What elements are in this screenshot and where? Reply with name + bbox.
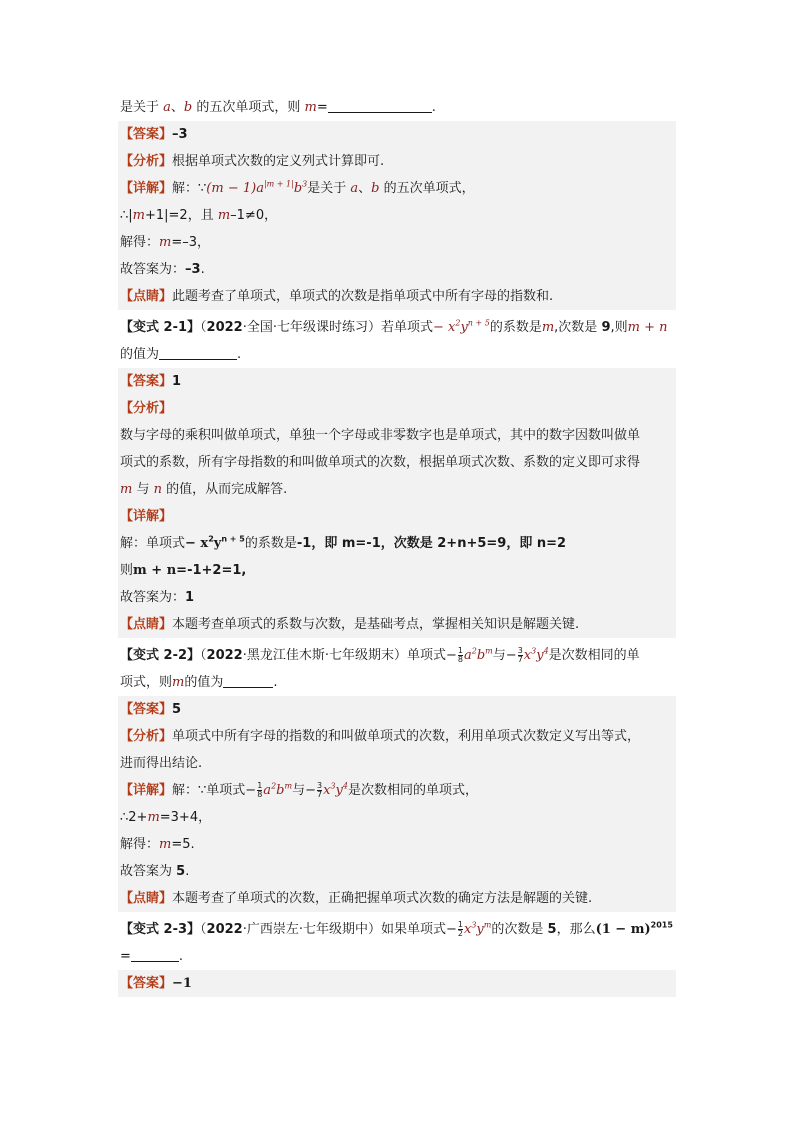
detail-row [118,175,676,202]
detail-row [118,777,676,804]
math-expr: a [463,648,472,663]
answer-row [118,970,676,997]
math-sup: m [284,781,293,791]
text: =3+4， [159,810,212,825]
math-expr: x [523,648,532,663]
variant-tag: 【变式 2-3】 [120,922,201,937]
answer-tag: 【答案】 [120,374,173,389]
math-sup: 3 [471,920,477,930]
text: 解得： [120,235,160,250]
point-text: 本题考查了单项式的次数，正确把握单项式次数的确定方法是解题的关键. [172,891,593,906]
math-sup: m [483,920,492,930]
analysis-tag: 【分析】 [120,401,173,416]
math-expr: − [505,648,517,663]
text: 解：∵ [172,181,207,196]
var-m: m [159,837,172,852]
answer-row [118,368,676,395]
denominator: 7 [517,655,523,664]
math-sup: m [485,646,493,656]
math-sup: 2 [455,318,461,328]
text: +1| [144,208,169,223]
text: （ [200,320,207,335]
source-year: 2022 [206,922,243,937]
math-expr: y [460,320,468,335]
analysis-text-row [118,422,676,449]
text: （ [200,922,207,937]
math-sup: 2015 [650,920,673,930]
detail-row [118,503,676,530]
text: 的值为 [120,347,160,362]
var-a: a [350,181,359,196]
point-row [118,283,676,310]
variant-2-1-question-cont [118,341,676,368]
var-n: n [153,482,162,497]
point-row [118,611,676,638]
text: ·广西崇左·七年级期中）如果单项式 [242,922,446,937]
text: 解：单项式 [120,536,186,551]
step-row [118,557,676,584]
text: ∴2+ [120,810,148,825]
math-sup: 3 [302,179,308,189]
text: 解得： [120,837,160,852]
document-page [118,94,676,997]
point-tag: 【点睛】 [120,289,173,304]
analysis-text: 进而得出结论. [120,756,203,771]
math-expr: y [476,922,484,937]
text: 的次数是 [491,922,548,937]
point-row [118,885,676,912]
math-expr: − [445,922,457,937]
answer-value: –3 [172,127,188,142]
math-expr: (m − 1)a [206,181,264,196]
numerator: 1 [257,781,263,790]
var-m: m [217,208,231,223]
detail-tag: 【详解】 [120,509,173,524]
math-expr: x [463,922,472,937]
text: （ [200,648,207,663]
math-sup: 4 [342,781,348,791]
math-expr: b [293,181,303,196]
point-text: 本题考查单项式的系数与次数，是基础考点，掌握相关知识是解题关键. [172,617,580,632]
answer-blank [328,98,432,113]
text: -1，即 m=-1，次数是 2+n+5=9，即 n=2 [296,536,567,551]
text: 故答案为 [120,864,177,879]
step-row [118,229,676,256]
answer-tag: 【答案】 [120,127,173,142]
math-expr: (1 − m) [595,922,651,937]
number: 5 [547,922,557,937]
text: 是关于 [307,181,351,196]
var-m: m [541,320,555,335]
answer-value: 1 [185,590,195,605]
analysis-tag: 【分析】 [120,729,173,744]
denominator: 7 [317,790,323,799]
text: . [200,262,205,277]
fraction [458,921,463,938]
number: 9 [601,320,611,335]
var-m: m [147,810,160,825]
text: 的五次单项式， [379,181,475,196]
math-expr: x [323,783,331,798]
analysis-tag: 【分析】 [120,154,173,169]
answer-value: 1 [172,374,182,389]
math-expr: − [445,648,457,663]
variant-2-3-question-cont [118,943,676,970]
text: ,则 [610,320,628,335]
source-year: 2022 [206,320,243,335]
detail-tag: 【详解】 [120,783,173,798]
text: 的值为 [184,675,224,690]
text: 与 [132,482,154,497]
text: 是次数相同的单 [548,648,640,663]
math-expr: b [276,783,285,798]
fraction [257,782,262,799]
text: ，那么 [556,922,596,937]
text: –1≠0， [230,208,278,223]
step-row [118,584,676,611]
variant-tag: 【变式 2-1】 [120,320,201,335]
step-row [118,804,676,831]
numerator: 3 [517,646,523,655]
text: =-1+2=1, [176,563,247,578]
math-sup: |m + 1| [263,179,294,189]
math-sup: 2 [271,781,277,791]
var-m: m [159,235,172,250]
variant-2-3-question [118,916,676,943]
text: 与 [292,783,306,798]
answer-blank [131,947,179,962]
analysis-text-row [118,476,676,503]
var-m: m [172,675,185,690]
text: 则 [120,563,134,578]
analysis-text-row [118,750,676,777]
variant-tag: 【变式 2-2】 [120,648,201,663]
text: 故答案为： [120,590,186,605]
answer-row [118,121,676,148]
analysis-row [118,395,676,422]
analysis-text: 根据单项式次数的定义列式计算即可. [172,154,385,169]
math-sup: 4 [543,646,549,656]
var-b: b [371,181,380,196]
step-row [118,530,676,557]
math-expr: − [305,783,316,798]
math-expr: y [213,536,222,551]
answer-blank [159,345,237,360]
text: =–3， [171,235,211,250]
text: =5. [171,837,195,852]
text: 是关于 [120,100,164,115]
math-sup: 3 [531,646,537,656]
fraction [518,647,523,664]
math-sup: 3 [330,781,336,791]
text: . [178,949,184,964]
text: 与 [492,648,506,663]
numerator: 3 [317,781,323,790]
analysis-text-row [118,449,676,476]
text: =2，且 [168,208,218,223]
answer-tag: 【答案】 [120,976,173,991]
math-expr: − x [432,320,456,335]
answer-value: 5 [176,864,186,879]
text: 、 [170,100,184,115]
denominator: 8 [457,655,463,664]
math-expr: − x [185,536,209,551]
denominator: 2 [457,929,463,938]
text: . [431,100,436,115]
text: ∴| [120,208,133,223]
text: . [273,675,278,690]
math-expr: y [536,648,544,663]
text: . [237,347,242,362]
numerator: 1 [457,646,463,655]
analysis-text: 单项式中所有字母的指数的和叫做单项式的次数，利用单项式次数定义写出等式， [172,729,641,744]
step-row [118,256,676,283]
text: 的系数是 [244,536,297,551]
detail-tag: 【详解】 [120,181,173,196]
answer-row [118,696,676,723]
denominator: 8 [257,790,263,799]
answer-value: −1 [172,976,192,991]
math-sup: n + 5 [221,534,245,544]
text: 的五次单项式，则 [192,100,305,115]
math-expr: y [335,783,343,798]
analysis-text: 数与字母的乘积叫做单项式，单独一个字母或非零数字也是单项式，其中的数字因数叫做单 [120,428,641,443]
answer-tag: 【答案】 [120,702,173,717]
step-row [118,831,676,858]
var-b: b [183,100,193,115]
point-text: 此题考查了单项式，单项式的次数是指单项式中所有字母的指数和. [172,289,554,304]
var-m: m [120,482,133,497]
text: 解：∵单项式 [172,783,246,798]
source-year: 2022 [206,648,243,663]
text: 、 [358,181,372,196]
text: 项式，则 [120,675,173,690]
variant-2-2-question [118,642,676,669]
variant-2-1-question [118,314,676,341]
math-expr: b [476,648,486,663]
analysis-row [118,148,676,175]
step-row [118,858,676,885]
text: . [185,864,190,879]
math-sup: 2 [471,646,477,656]
math-expr: a [263,783,272,798]
var-m: m [304,100,317,115]
fraction [458,647,463,664]
text: ·黑龙江佳木斯·七年级期末）单项式 [242,648,446,663]
text: 故答案为： [120,262,186,277]
math-sup: n + 5 [467,318,490,328]
step-row [118,202,676,229]
analysis-text: 项式的系数，所有字母指数的和叫做单项式的次数，根据单项式次数、系数的定义即可求得 [120,455,641,470]
point-tag: 【点睛】 [120,617,173,632]
answer-value: –3 [185,262,201,277]
text: 是次数相同的单项式， [347,783,478,798]
math-expr: m + n [133,563,177,578]
var-m: m [132,208,145,223]
text: = [120,949,131,964]
math-sup: 2 [208,534,214,544]
answer-value: 5 [172,702,182,717]
analysis-text: 的值，从而完成解答. [161,482,288,497]
var-a: a [163,100,171,115]
text: = [316,100,328,115]
answer-blank [223,673,273,688]
math-expr: m + n [627,320,668,335]
point-tag: 【点睛】 [120,891,173,906]
variant-2-2-question-cont [118,669,676,696]
fraction [317,782,322,799]
text: 的系数是 [489,320,542,335]
question-continuation [118,94,676,121]
numerator: 1 [457,920,463,929]
math-expr: − [245,783,257,798]
text: ,次数是 [554,320,602,335]
analysis-row [118,723,676,750]
text: ·全国·七年级课时练习）若单项式 [242,320,433,335]
